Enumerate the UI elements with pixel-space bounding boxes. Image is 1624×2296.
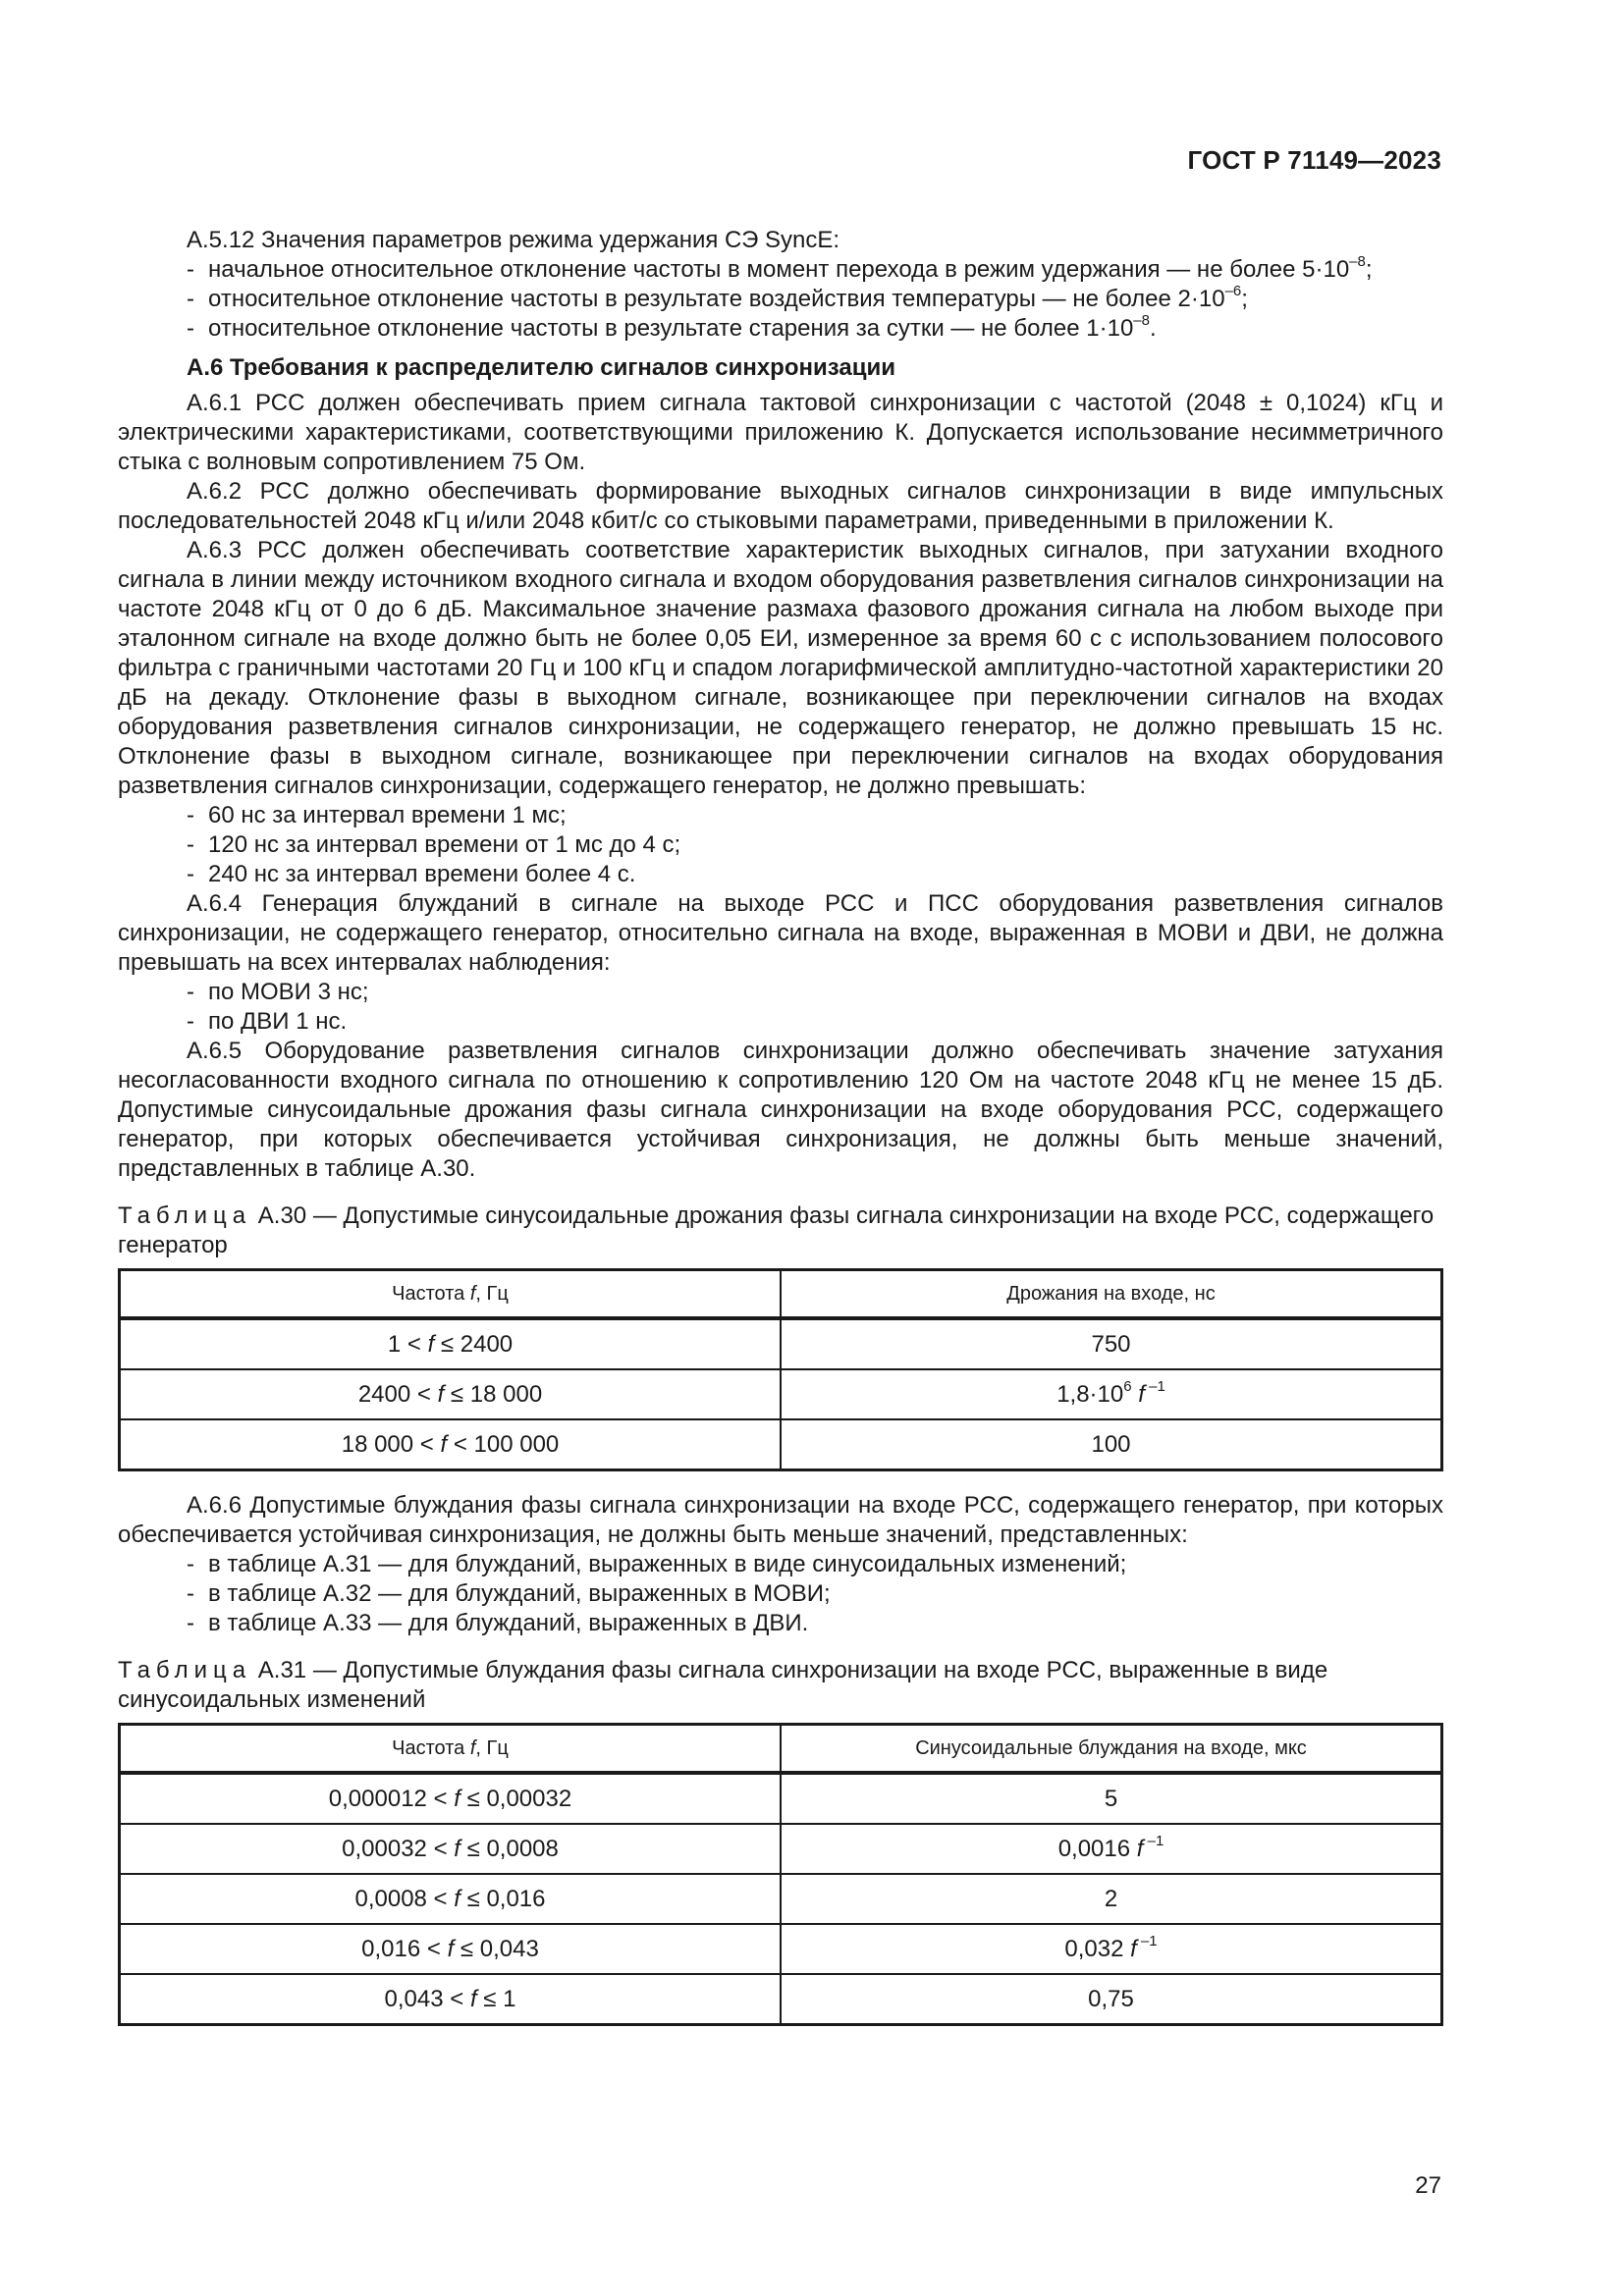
operator: < — [420, 1935, 448, 1962]
table-row — [120, 1419, 1442, 1470]
value-cell — [781, 1874, 1442, 1924]
frequency-cell — [120, 1773, 782, 1824]
list-item-text: начальное относительное отклонение частоты в момент перехода в режим удержания — не более 5·10 — [208, 256, 1350, 283]
operator: < — [447, 1430, 474, 1458]
table-row — [120, 1924, 1442, 1974]
table-a31 — [118, 1723, 1443, 2026]
range-high: 0,043 — [479, 1935, 539, 1962]
operator: ≤ — [454, 1935, 480, 1962]
table-a31-caption: Таблица А.31 — Допустимые блуждания фазы сигнала синхронизации на входе РСС, выраженные в виде синусоидальных изменений — [118, 1657, 1328, 1713]
table-a30-header-jitter: Дрожания на входе, нс — [781, 1270, 1442, 1319]
variable-f: f — [454, 1785, 460, 1812]
range-low: 1 — [387, 1330, 402, 1358]
list-item — [118, 1550, 1443, 1579]
paragraph-a66: А.6.6 Допустимые блуждания фазы сигнала синхронизации на входе РСС, содержащего генератор, при которых обеспечивается устойчивая синхронизация, не должны быть меньше значений, представленных: — [118, 1492, 1443, 1548]
operator: ≤ — [460, 1835, 487, 1862]
list-item-text: по ДВИ 1 нс. — [208, 1008, 348, 1035]
operator: ≤ — [476, 1985, 504, 2012]
exponent: 6 — [1123, 1377, 1132, 1395]
value-cell — [781, 1773, 1442, 1824]
list-item-text: 240 нс за интервал времени более 4 с. — [208, 861, 636, 887]
range-high: 18 000 — [469, 1380, 543, 1408]
punctuation: . — [1149, 315, 1157, 342]
variable-f: f — [1131, 1380, 1145, 1408]
range-high: 0,016 — [486, 1885, 546, 1912]
variable-f: f — [454, 1835, 460, 1862]
variable-f: f — [454, 1885, 460, 1912]
value-base: 1,8·10 — [1056, 1380, 1124, 1408]
table-a30 — [118, 1268, 1443, 1471]
value: 100 — [1091, 1430, 1131, 1458]
range-high: 2400 — [460, 1330, 514, 1358]
list-item — [118, 255, 1443, 285]
list-item — [118, 830, 1443, 860]
range-high: 100 000 — [473, 1430, 560, 1458]
frequency-cell — [120, 1824, 782, 1874]
list-dash: - — [187, 1551, 194, 1577]
list-dash: - — [187, 1580, 194, 1607]
operator: < — [413, 1430, 441, 1458]
range-high: 0,00032 — [486, 1785, 572, 1812]
operator: ≤ — [444, 1380, 470, 1408]
paragraph-a61: А.6.1 РСС должен обеспечивать прием сигнала тактовой синхронизации с частотой (2048 ± 0,1024) кГц и электрическими характеристиками, соответствующими приложению К. Допускается использование несимметричного стыка с волновым сопротивлением 75 Ом. — [118, 390, 1443, 475]
section-a6-heading: А.6 Требования к распределителю сигналов синхронизации — [187, 354, 895, 381]
exponent: –8 — [1133, 312, 1150, 329]
frequency-cell — [120, 1924, 782, 1974]
section-a512-intro: А.5.12 Значения параметров режима удержания СЭ SyncE: — [187, 227, 840, 253]
variable-f: f — [469, 1985, 477, 2012]
range-high: 0,0008 — [486, 1835, 559, 1862]
value: 750 — [1091, 1330, 1131, 1358]
table-row — [120, 1773, 1442, 1824]
operator: ≤ — [434, 1330, 460, 1358]
range-high: 1 — [503, 1985, 516, 2012]
list-item — [118, 1007, 1443, 1037]
variable-f: f — [447, 1935, 455, 1962]
list-dash: - — [187, 979, 194, 1005]
value: 5 — [1104, 1785, 1118, 1812]
list-dash: - — [187, 286, 194, 312]
page-number: 27 — [1415, 2172, 1441, 2199]
value-cell — [781, 1824, 1442, 1874]
list-item — [118, 860, 1443, 889]
range-low: 0,016 — [361, 1935, 421, 1962]
value-cell — [781, 1974, 1442, 2025]
punctuation: ; — [1241, 286, 1248, 312]
list-item-text: относительное отклонение частоты в результате старения за сутки — не более 1·10 — [208, 315, 1134, 342]
operator: < — [410, 1380, 438, 1408]
exponent: –1 — [1136, 1932, 1158, 1949]
list-item-text: 120 нс за интервал времени от 1 мс до 4 с; — [208, 831, 681, 858]
variable-f: f — [1136, 1835, 1144, 1862]
exponent: –6 — [1224, 283, 1242, 299]
exponent: –1 — [1143, 1832, 1164, 1849]
frequency-cell — [120, 1318, 782, 1369]
operator: ≤ — [460, 1885, 487, 1912]
list-dash: - — [187, 802, 194, 828]
a66-list — [118, 1550, 1443, 1638]
value-cell — [781, 1419, 1442, 1470]
frequency-cell — [120, 1874, 782, 1924]
a64-list — [118, 978, 1443, 1037]
list-item-text: в таблице А.33 — для блужданий, выраженных в ДВИ. — [208, 1610, 809, 1636]
range-low: 0,043 — [384, 1985, 444, 2012]
table-a31-header-wander: Синусоидальные блуждания на входе, мкс — [781, 1725, 1442, 1774]
variable-f: f — [440, 1430, 448, 1458]
operator: < — [401, 1330, 428, 1358]
frequency-cell — [120, 1419, 782, 1470]
table-row — [120, 1318, 1442, 1369]
list-dash: - — [187, 315, 194, 342]
value: 2 — [1104, 1885, 1118, 1912]
operator: < — [426, 1835, 455, 1862]
range-low: 0,00032 — [342, 1835, 427, 1862]
range-low: 0,0008 — [354, 1885, 427, 1912]
value: 0,75 — [1088, 1985, 1134, 2012]
list-item-text: относительное отклонение частоты в результате воздействия температуры — не более 2·10 — [208, 286, 1225, 312]
range-low: 2400 — [357, 1380, 411, 1408]
punctuation: ; — [1365, 256, 1373, 283]
list-item — [118, 314, 1443, 344]
table-row — [120, 1824, 1442, 1874]
list-item — [118, 1609, 1443, 1638]
range-low: 18 000 — [341, 1430, 414, 1458]
table-row — [120, 1974, 1442, 2025]
list-dash: - — [187, 256, 194, 283]
list-item — [118, 978, 1443, 1007]
variable-f: f — [437, 1380, 445, 1408]
paragraph-a62: А.6.2 РСС должно обеспечивать формирование выходных сигналов синхронизации в виде импульсных последовательностей 2048 кГц и/или 2048 кбит/с со стыковыми параметрами, приведенными в приложении К. — [118, 478, 1443, 534]
value-cell — [781, 1924, 1442, 1974]
operator: ≤ — [460, 1785, 487, 1812]
frequency-cell — [120, 1369, 782, 1419]
value-base: 0,0016 — [1057, 1835, 1137, 1862]
table-a31-header-frequency: Частота f, Гц — [120, 1725, 782, 1774]
range-low: 0,000012 — [328, 1785, 427, 1812]
list-item — [118, 1579, 1443, 1609]
list-dash: - — [187, 1610, 194, 1636]
list-item-text: в таблице А.31 — для блужданий, выраженных в виде синусоидальных изменений; — [208, 1551, 1127, 1577]
table-a30-caption: Таблица А.30 — Допустимые синусоидальные дрожания фазы сигнала синхронизации на входе РСС, содержащего генератор — [118, 1202, 1435, 1258]
operator: < — [426, 1885, 455, 1912]
paragraph-a63: А.6.3 РСС должен обеспечивать соответствие характеристик выходных сигналов, при затухании входного сигнала в линии между источником входного сигнала и входом оборудования разветвления сигналов синхронизации на частоте 2048 кГц от 0 до 6 дБ. Максимальное значение размаха фазового дрожания сигнала на любом выходе при эталонном сигнале на входе должно быть не более 0,05 ЕИ, измеренное за время 60 с с использованием полосового фильтра с граничными частотами 20 Гц и 100 кГц и спадом логарифмической амплитудно-частотной характеристики 20 дБ на декаду. Отклонение фазы в выходном сигнале, возникающее при переключении сигналов на входах оборудования разветвления сигналов синхронизации, не содержащего генератор, не должно превышать 15 нс. Отклонение фазы в выходном сигнале, возникающее при переключении сигналов на входах оборудования разветвления сигналов синхронизации, содержащего генератор, не должно превышать: — [118, 537, 1443, 799]
list-dash: - — [187, 1008, 194, 1035]
operator: < — [443, 1985, 470, 2012]
list-item — [118, 801, 1443, 830]
exponent: –1 — [1144, 1377, 1165, 1395]
list-item — [118, 285, 1443, 314]
operator: < — [426, 1785, 455, 1812]
list-item-text: в таблице А.32 — для блужданий, выраженных в МОВИ; — [208, 1580, 831, 1607]
value-base: 0,032 — [1064, 1935, 1131, 1962]
variable-f: f — [427, 1330, 435, 1358]
table-a30-header-frequency: Частота f, Гц — [120, 1270, 782, 1319]
exponent: –8 — [1349, 253, 1366, 270]
list-dash: - — [187, 861, 194, 887]
value-cell — [781, 1369, 1442, 1419]
table-row — [120, 1369, 1442, 1419]
a512-list — [118, 255, 1443, 344]
frequency-cell — [120, 1974, 782, 2025]
a63-list — [118, 801, 1443, 889]
document-code: ГОСТ Р 71149—2023 — [1187, 145, 1441, 175]
paragraph-a64: А.6.4 Генерация блужданий в сигнале на выходе РСС и ПСС оборудования разветвления сигналов синхронизации, не содержащего генератор, относительно сигнала на входе, выраженная в МОВИ и ДВИ, не должна превышать на всех интервалах наблюдения: — [118, 890, 1443, 976]
document-body — [118, 226, 1443, 2046]
table-row — [120, 1874, 1442, 1924]
list-item-text: по МОВИ 3 нс; — [208, 979, 369, 1005]
list-item-text: 60 нс за интервал времени 1 мс; — [208, 802, 567, 828]
variable-f: f — [1130, 1935, 1137, 1962]
list-dash: - — [187, 831, 194, 858]
paragraph-a65: А.6.5 Оборудование разветвления сигналов синхронизации должно обеспечивать значение затухания несогласованности входного сигнала по отношению к сопротивлению 120 Ом на частоте 2048 кГц не менее 15 дБ. Допустимые синусоидальные дрожания фазы сигнала синхронизации на входе оборудования РСС, содержащего генератор, при которых обеспечивается устойчивая синхронизация, не должны быть меньше значений, представленных в таблице А.30. — [118, 1038, 1443, 1182]
value-cell — [781, 1318, 1442, 1369]
